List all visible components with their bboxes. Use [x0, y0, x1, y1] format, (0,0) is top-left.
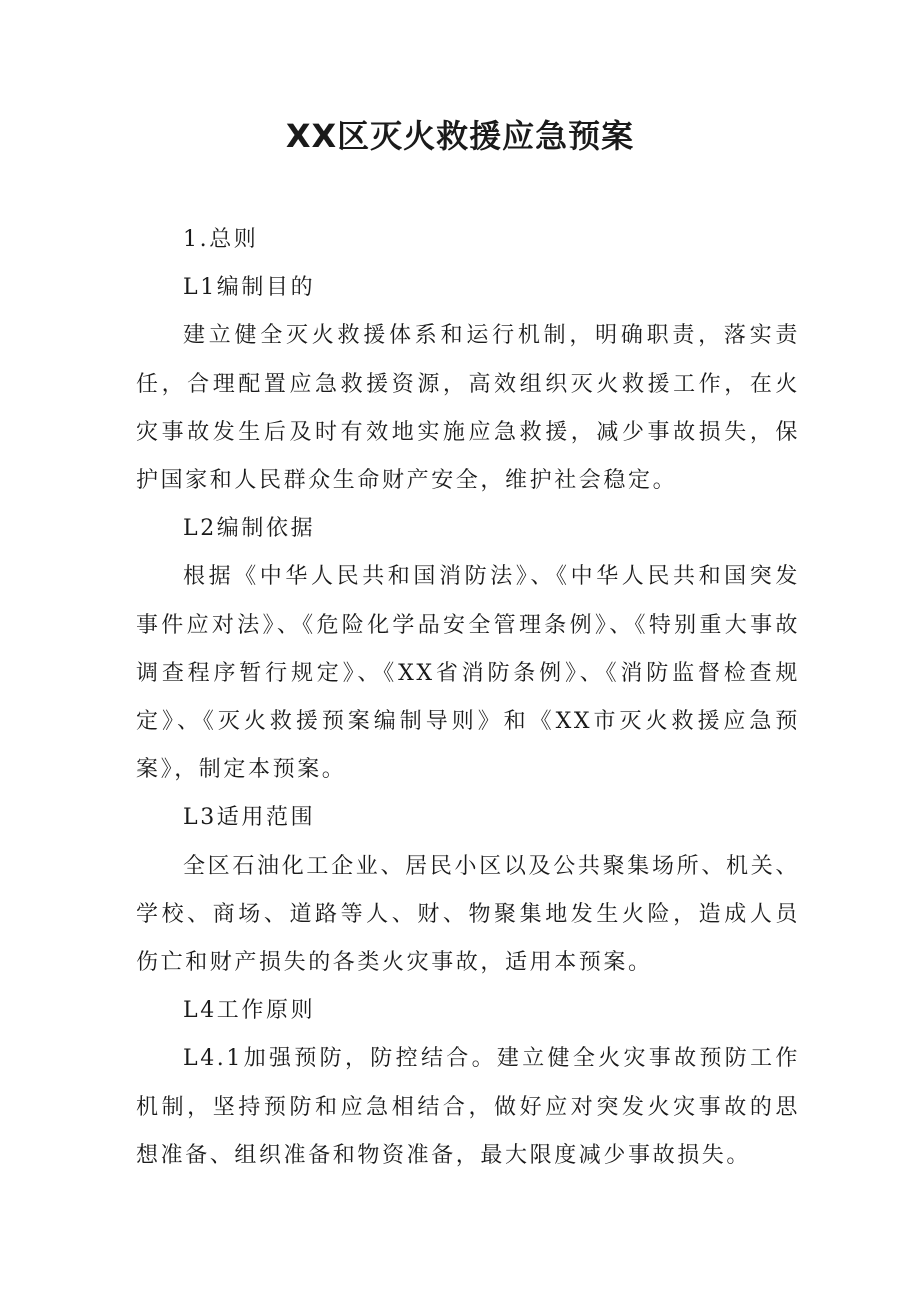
document-body: [136, 216, 800, 1180]
paragraph-principle-prevention: L4.1加强预防，防控结合。建立健全火灾事故预防工作机制，坚持预防和应急相结合，做好应对突发火灾事故的思想准备、组织准备和物资准备，最大限度减少事故损失。: [136, 1046, 800, 1168]
paragraph-scope: 全区石油化工企业、居民小区以及公共聚集场所、机关、学校、商场、道路等人、财、物聚集地发生火险，造成人员伤亡和财产损失的各类火灾事故，适用本预案。: [136, 853, 800, 976]
section-heading-scope: L3适用范围: [183, 805, 316, 831]
paragraph-basis: 根据《中华人民共和国消防法》、《中华人民共和国突发事件应对法》、《危险化学品安全管理条例》、《特别重大事故调查程序暂行规定》、《XX省消防条例》、《消防监督检查规定》、《灭火救援预案编制导则》和《XX市灭火救援应急预案》，制定本预案。: [136, 564, 800, 783]
section-heading-basis: L2编制依据: [183, 516, 316, 542]
section-heading-principles: L4工作原则: [183, 998, 316, 1024]
document-title: XX区灭火救援应急预案: [285, 117, 635, 155]
section-heading-purpose: L1编制目的: [183, 275, 316, 301]
section-heading-general: 1.总则: [183, 227, 259, 252]
paragraph-purpose: 建立健全灭火救援体系和运行机制，明确职责，落实责任，合理配置应急救援资源，高效组织灭火救援工作，在火灾事故发生后及时有效地实施应急救援，减少事故损失，保护国家和人民群众生命财产安全，维护社会稳定。: [136, 323, 800, 494]
